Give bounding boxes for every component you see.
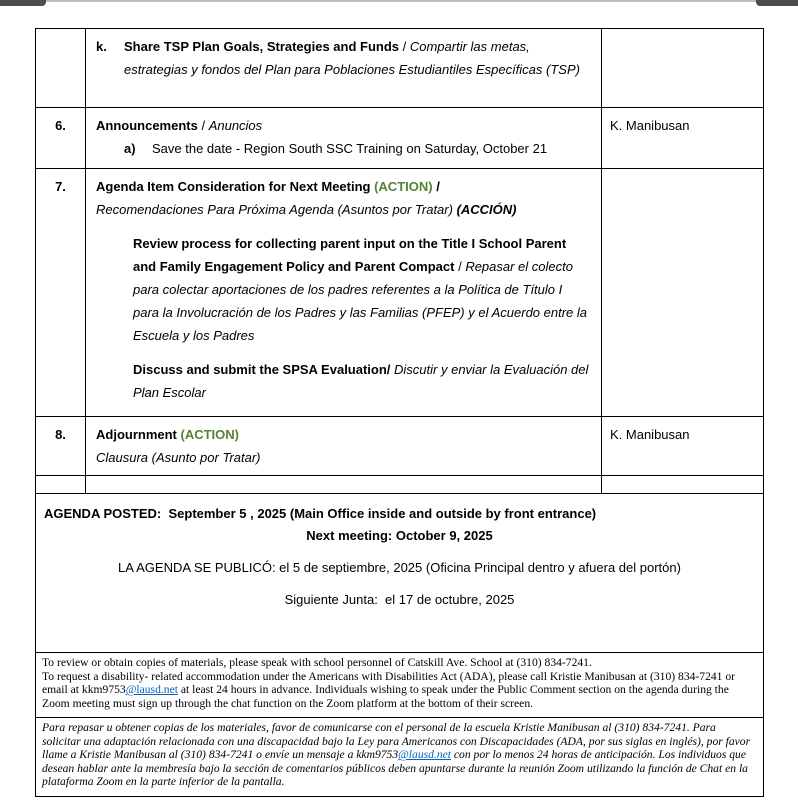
lausd-email-link-es[interactable]: @lausd.net	[398, 748, 451, 762]
window-corner-left	[0, 0, 46, 6]
agenda-posted-row	[36, 494, 763, 653]
notes-spanish-cell	[36, 718, 763, 796]
empty-presenter-cell	[601, 476, 763, 493]
notes-english-line2	[42, 670, 757, 711]
item-7-title-line-es	[96, 198, 591, 221]
item-6-separator: /	[197, 118, 209, 133]
item-7-title-suffix: /	[432, 179, 440, 194]
item-6-title-en: Announcements	[96, 118, 198, 133]
window-corner-right	[756, 0, 798, 6]
agenda-posted-es: LA AGENDA SE PUBLICÓ: el 5 de septiembre, 2025 (Oficina Principal dentro y afuera del portón)	[118, 560, 681, 575]
item-8-number: 8.	[36, 417, 86, 475]
item-k-separator: /	[399, 39, 410, 54]
notes-english-line1: To review or obtain copies of materials, please speak with school personnel of Catskill Ave. School at (310) 834-7241.	[42, 656, 592, 669]
item-7-title-es: Recomendaciones Para Próxima Agenda (Asuntos por Tratar)	[96, 202, 457, 217]
item-7-title-en: Agenda Item Consideration for Next Meeting	[96, 179, 375, 194]
item-k-content-cell	[86, 29, 601, 107]
agenda-posted-cell	[36, 494, 763, 652]
item-7-content-cell	[86, 169, 601, 416]
item-7-review-paragraph	[133, 232, 591, 347]
notes-english-cell	[36, 653, 763, 717]
item-8-content-cell	[86, 417, 601, 475]
item-7-review-separator: /	[454, 259, 466, 274]
item-k-presenter-cell	[601, 29, 763, 107]
agenda-row-item-6	[36, 108, 763, 169]
item-6-presenter: K. Manibusan	[601, 108, 763, 168]
item-6-subitem-a-label: a)	[124, 141, 136, 156]
item-8-title-en: Adjournment	[96, 427, 181, 442]
notes-spanish-part1: Para repasar u obtener copias de los materiales, favor de comunicarse con el personal de la escuela Kristie Manibusan al (310) 834-7241. Para solicitar una adaptación relacionada con una discapacidad bajo la Ley para Americanos con Discapacidades (ADA, por sus siglas en inglés), por favor llame a Kristie Manibusan al (310) 834-7241 o envíe un mensaje a kkm9753	[42, 721, 751, 762]
item-7-discuss-paragraph	[133, 358, 591, 404]
item-6-number: 6.	[36, 108, 86, 168]
window-top-edge	[0, 0, 798, 2]
agenda-row-item-8	[36, 417, 763, 476]
next-meeting-en: Next meeting: October 9, 2025	[306, 528, 493, 543]
item-8-presenter: K. Manibusan	[601, 417, 763, 475]
empty-number-cell	[36, 476, 86, 493]
item-8-title-line	[96, 423, 591, 446]
item-7-action-tag: (ACTION)	[374, 179, 433, 194]
item-k-number-cell	[36, 29, 86, 107]
empty-content-cell	[86, 476, 601, 493]
agenda-table	[35, 28, 764, 797]
item-6-content-cell	[86, 108, 601, 168]
item-7-accion-tag: (ACCIÓN)	[456, 202, 517, 217]
notes-spanish-row	[36, 718, 763, 796]
item-8-title-es: Clausura (Asunto por Tratar)	[96, 450, 261, 465]
item-6-subitem-a	[124, 137, 591, 160]
item-k-label: k.	[96, 39, 107, 54]
item-k-title-en: Share TSP Plan Goals, Strategies and Funds	[124, 39, 400, 54]
next-meeting-es: Siguiente Junta: el 17 de octubre, 2025	[284, 592, 515, 607]
lausd-email-link-en[interactable]: @lausd.net	[125, 683, 178, 697]
item-7-number: 7.	[36, 169, 86, 416]
notes-english-part1: To request a disability- related accommodation under the Americans with Disabilities Act (ADA), please call Kristie Manibusan at (310) 834-7241 or email at kkm9753	[42, 669, 736, 697]
notes-spanish-part2: con por lo menos 24 horas de anticipación. Los individuos que desean hablar ante la membresía bajo la sección de comentarios públicos deben apuntarse durante la reunión Zoom utilizando la función de Chat en la plataforma Zoom en la parte inferior de la pantalla.	[42, 748, 748, 789]
agenda-posted-en: AGENDA POSTED: September 5 , 2025 (Main Office inside and outside by front entrance)	[44, 506, 597, 521]
agenda-row-item-k	[36, 29, 763, 108]
item-7-discuss-es: Discutir y enviar la Evaluación del Plan Escolar	[133, 362, 589, 400]
item-7-discuss-en: Discuss and submit the SPSA Evaluation/	[133, 362, 391, 377]
item-7-review-en: Review process for collecting parent input on the Title I School Parent and Family Engagement Policy and Parent Compact	[133, 236, 567, 274]
item-k-body	[124, 35, 591, 81]
item-7-presenter-cell	[601, 169, 763, 416]
agenda-row-empty	[36, 476, 763, 494]
item-k-title-es: Compartir las metas, estrategias y fondos del Plan para Poblaciones Estudiantiles Específicas (TSP)	[124, 39, 580, 77]
item-7-title-line-en	[96, 175, 591, 198]
notes-english-row	[36, 653, 763, 718]
item-6-title-line	[96, 114, 591, 137]
notes-english-part2: at least 24 hours in advance. Individuals wishing to speak under the Public Comment section on the agenda during the Zoom meeting must sign up through the chat function on the Zoom platform at the bottom of their screen.	[42, 683, 729, 710]
item-6-subitem-a-text: Save the date - Region South SSC Training on Saturday, October 21	[152, 141, 548, 156]
item-8-action-tag: (ACTION)	[180, 427, 239, 442]
item-k-text	[96, 35, 591, 81]
agenda-row-item-7	[36, 169, 763, 417]
item-6-title-es: Anuncios	[208, 118, 263, 133]
item-7-review-es: Repasar el colecto para colectar aportaciones de los padres referentes a la Política de Título I para la Involucración de los Padres y las Familias (PFEP) y el Acuerdo entre la Escuela y los Padres	[133, 259, 587, 343]
